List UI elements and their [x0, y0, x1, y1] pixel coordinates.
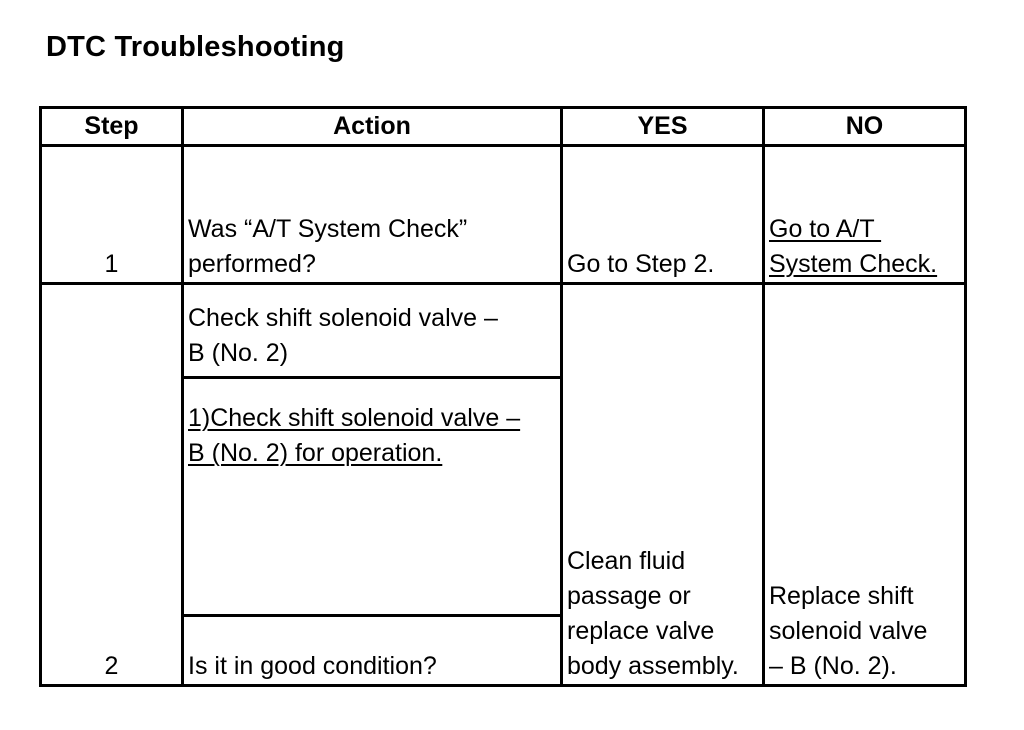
step-number: 1	[41, 146, 183, 284]
header-action: Action	[183, 108, 562, 146]
yes-text: body assembly.	[567, 652, 739, 680]
action-sub-step: B (No. 2) for operation.	[188, 439, 443, 467]
action-title: Check shift solenoid valve –	[188, 304, 498, 332]
yes-cell	[562, 284, 764, 686]
system-check-link[interactable]: System Check.	[769, 250, 938, 278]
action-title-block	[184, 285, 560, 376]
action-text: performed?	[188, 250, 316, 278]
troubleshooting-table	[39, 106, 967, 687]
no-cell	[764, 284, 966, 686]
table-row-step-2	[41, 284, 966, 686]
step-number: 2	[41, 284, 183, 686]
table-header-row	[41, 108, 966, 146]
header-step: Step	[41, 108, 183, 146]
action-text: Was “A/T System Check”	[188, 215, 468, 243]
yes-text: Clean fluid	[567, 547, 686, 575]
action-sub-block	[184, 376, 560, 614]
system-check-link[interactable]: Go to A/T	[769, 215, 882, 243]
yes-text: passage or	[567, 582, 691, 610]
action-cell	[183, 284, 562, 686]
no-text: solenoid valve	[769, 617, 928, 645]
action-title: B (No. 2)	[188, 339, 289, 367]
yes-text: replace valve	[567, 617, 715, 645]
yes-cell	[562, 146, 764, 284]
header-yes: YES	[562, 108, 764, 146]
action-question: Is it in good condition?	[188, 652, 437, 680]
action-sub-step: 1)Check shift solenoid valve –	[188, 404, 521, 432]
no-text: Replace shift	[769, 582, 914, 610]
yes-text: Go to Step 2.	[567, 250, 715, 278]
no-cell	[764, 146, 966, 284]
action-cell	[183, 146, 562, 284]
header-no: NO	[764, 108, 966, 146]
table-row-step-1	[41, 146, 966, 284]
action-question-block	[184, 614, 560, 684]
no-text: – B (No. 2).	[769, 652, 897, 680]
page-title: DTC Troubleshooting	[46, 31, 345, 63]
